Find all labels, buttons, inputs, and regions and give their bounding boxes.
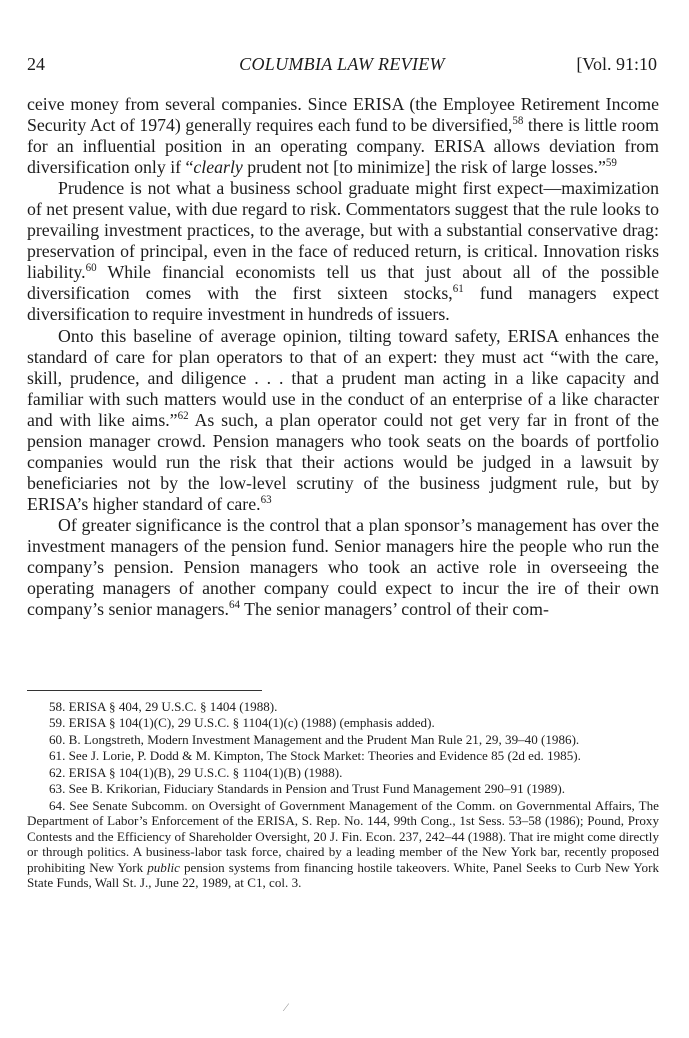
text-run: there is little room for an influential position in an operating company. ERISA allows deviation from diversification only if “: [27, 115, 660, 178]
footnotes: [27, 699, 659, 891]
text-run: Of greater significance is the control that a plan sponsor’s management has over the investment managers of the pension fund. Senior managers hire the people who run the company’s pension. Pension managers who took an active role in overseeing the operating managers of another company could expect to incur the ire of their own company’s senior managers.: [27, 514, 659, 620]
page-number: 24: [27, 54, 45, 74]
text-run: prudent not [to minimize] the risk of large losses.”: [242, 157, 606, 178]
running-header: [27, 54, 657, 78]
footnote-ref-62: 62: [177, 409, 189, 422]
footnote-ref-58: 58: [512, 115, 524, 128]
footnote-63: 63. See B. Krikorian, Fiduciary Standards in Pension and Trust Fund Management 290–91 (1989).: [49, 781, 566, 797]
footnote-ref-59: 59: [605, 157, 617, 170]
text-run: fund managers expect diversification to require investment in hundreds of issuers.: [27, 283, 659, 325]
paragraph-1: [27, 94, 659, 178]
paragraph-2: [27, 178, 659, 325]
main-text: [27, 94, 659, 620]
footnote-61: 61. See J. Lorie, P. Dodd & M. Kimpton, The Stock Market: Theories and Evidence 85 (2d ed. 1985).: [49, 748, 581, 764]
footnote-ref-64: 64: [228, 599, 240, 612]
paragraph-4: [27, 515, 659, 620]
emphasis-clearly: clearly: [193, 157, 243, 178]
text-run: Onto this baseline of average opinion, tilting toward safety, ERISA enhances the standard of care for plan operators to that of an expert: they must act “with the care, skill, prudence, and diligence . . . that a prudent man acting in a like capacity and familiar with such matters would use in the conduct of an enterprise of a like character and with like aims.”: [27, 325, 659, 430]
footnote-64: [27, 798, 659, 891]
footnote-ref-61: 61: [452, 283, 464, 296]
text-run: The senior managers’ control of their com-: [239, 599, 549, 620]
footnote-62: 62. ERISA § 104(1)(B), 29 U.S.C. § 1104(1)(B) (1988).: [49, 764, 343, 780]
paragraph-3: [27, 326, 659, 515]
footnote-58: 58. ERISA § 404, 29 U.S.C. § 1404 (1988).: [49, 699, 278, 714]
text-run: ceive money from several companies. Since ERISA (the Employee Retirement Income Security Act of 1974) generally requires each fund to be diversified,: [27, 94, 659, 136]
text-run: 64. See Senate Subcomm. on Oversight of Government Management of the Comm. on Governmental Affairs, The Department of Labor’s Enforcement of the ERISA, S. Rep. No. 144, 99th Cong., 1st Sess. 53–58 (1986); Pound, Proxy Contests and the Efficiency of Shareholder Oversight, 20 J. Fin. Econ. 237, 242–44 (1988). That ire might come directly or through politics. A business-labor task force, chaired by a leading member of the New York bar, recently proposed prohibiting New York: [27, 797, 659, 875]
volume-label: [Vol. 91:10: [576, 54, 657, 74]
journal-title: COLUMBIA LAW REVIEW: [239, 54, 445, 74]
text-run: pension systems from financing hostile takeovers. White, Panel Seeks to Curb New York State Funds, Wall St. J., June 22, 1989, at C1, col. 3.: [27, 859, 659, 890]
stray-mark: ⁄: [285, 1000, 288, 1014]
text-run: Prudence is not what a business school graduate might first expect—maximization of net present value, with due regard to risk. Commentators suggest that the rule looks to prevailing investment practices, to the average, but with a substantial conservative drag: preservation of principal, even in the face of reduced return, is critical. Innovation risks liability.: [27, 178, 659, 283]
footnote-59: 59. ERISA § 104(1)(C), 29 U.S.C. § 1104(1)(c) (1988) (emphasis added).: [49, 715, 435, 731]
text-run: While financial economists tell us that just about all of the possible diversification comes with the first sixteen stocks,: [27, 262, 659, 304]
text-run: As such, a plan operator could not get very far in front of the pension manager crowd. Pension managers who took seats on the boards of portfolio companies would run the risk that their actions would be judged in a lawsuit by beneficiaries not by the low-level scrutiny of the business judgment rule, but by ERISA’s higher standard of care.: [27, 409, 659, 514]
emphasis-public: public: [147, 859, 180, 875]
footnote-ref-63: 63: [260, 493, 272, 506]
footnote-ref-60: 60: [85, 262, 97, 275]
footnote-divider: [27, 690, 262, 691]
footnote-60: 60. B. Longstreth, Modern Investment Management and the Prudent Man Rule 21, 29, 39–40 (1986).: [49, 731, 580, 747]
